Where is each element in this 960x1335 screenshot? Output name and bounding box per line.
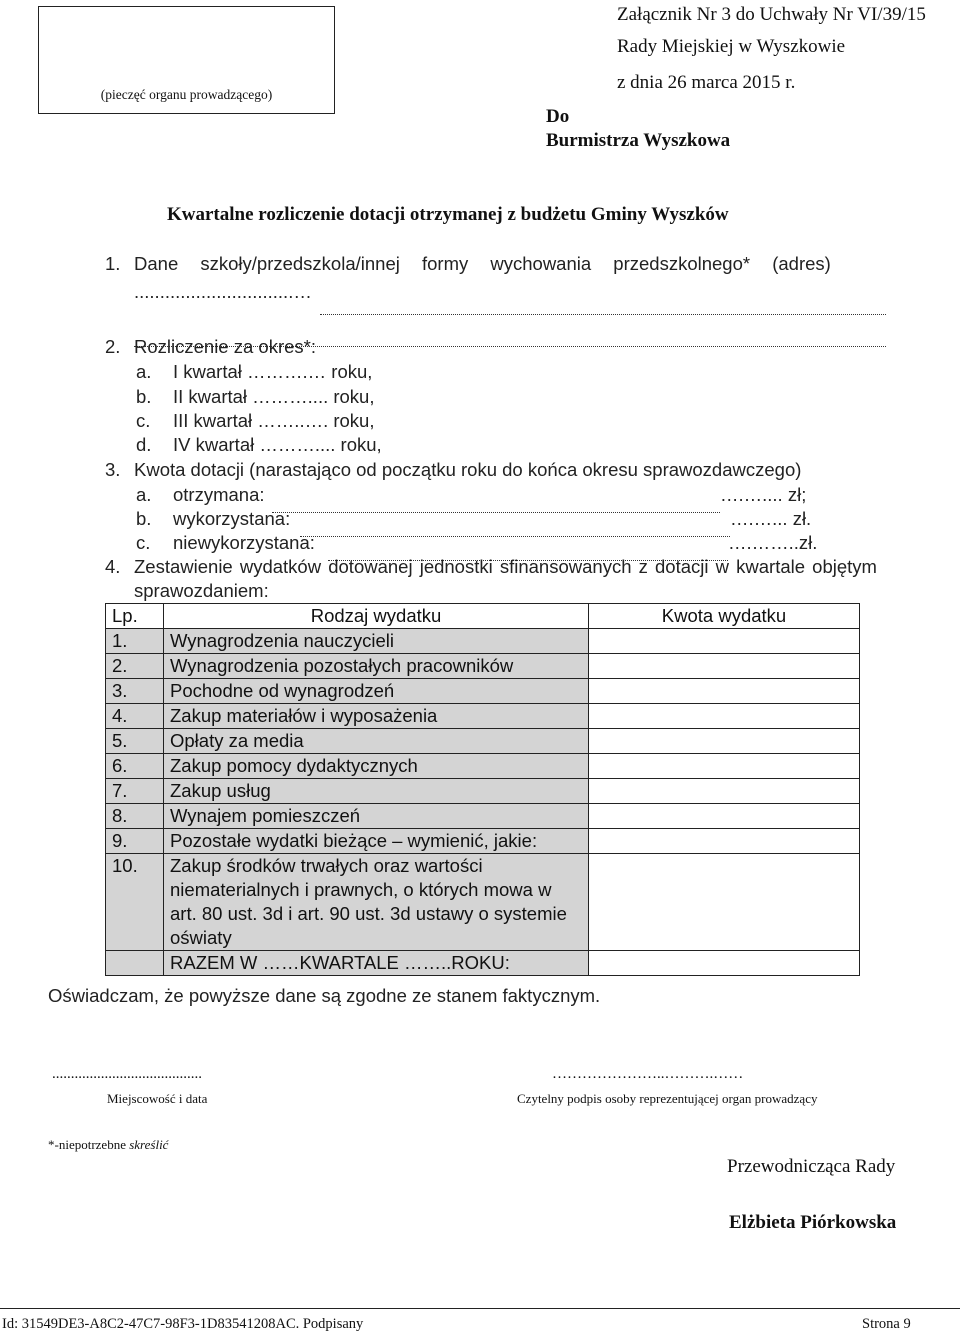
row-amount-cell[interactable] [589, 679, 860, 704]
table-total-row [106, 951, 860, 976]
row-lp: 9. [106, 829, 164, 854]
table-row [106, 679, 860, 704]
signature-dots: …………………..……….…… [552, 1066, 744, 1082]
chair-name: Elżbieta Piórkowska [729, 1212, 897, 1233]
amount-received-dots [272, 500, 720, 518]
council-line: Rady Miejskiej w Wyszkowie [617, 36, 846, 57]
table-row [106, 829, 860, 854]
amount-used-dots [300, 524, 730, 542]
date-line: z dnia 26 marca 2015 r. [617, 72, 796, 93]
row-amount-cell[interactable] [589, 854, 860, 951]
row-lp: 3. [106, 679, 164, 704]
document-title: Kwartalne rozliczenie dotacji otrzymanej z budżetu Gminy Wyszków [167, 204, 729, 225]
row-amount-cell[interactable] [589, 829, 860, 854]
attachment-line: Załącznik Nr 3 do Uchwały Nr VI/39/15 [617, 4, 926, 25]
row-lp: 1. [106, 629, 164, 654]
section4-line2: sprawozdaniem: [134, 580, 269, 601]
section1-text: Dane szkoły/przedszkola/innej formy wychowania przedszkolnego* (adres) [134, 253, 831, 274]
stamp-label: (pieczęć organu prowadzącego) [100, 87, 273, 102]
chair-title: Przewodnicząca Rady [727, 1156, 896, 1177]
amount-received-label: otrzymana: [173, 484, 265, 505]
row-name: Wynagrodzenia pozostałych pracowników [164, 654, 589, 679]
footnote [48, 1137, 168, 1153]
row-name: Pochodne od wynagrodzeń [164, 679, 589, 704]
amount-letter-a: a. [136, 484, 152, 505]
table-row [106, 704, 860, 729]
expenses-table [105, 603, 860, 976]
footnote-italic: skreślić [129, 1137, 169, 1152]
total-amount-cell[interactable] [589, 951, 860, 976]
section1-num: 1. [105, 253, 121, 274]
section1-dots [134, 281, 312, 303]
section3-text: Kwota dotacji (narastająco od początku roku do końca okresu sprawozdawczego) [134, 459, 802, 480]
row-name: Zakup pomocy dydaktycznych [164, 754, 589, 779]
signature-label: Czytelny podpis osoby reprezentującej organ prowadzący [517, 1091, 818, 1106]
col-header-amount: Kwota wydatku [589, 604, 860, 629]
footer-page: Strona 9 [862, 1316, 911, 1332]
section2-text: Rozliczenie za okres*: [134, 336, 316, 357]
amount-used-suffix: ….…... zł. [730, 508, 812, 529]
section3-num: 3. [105, 459, 121, 480]
col-header-name: Rodzaj wydatku [164, 604, 589, 629]
amount-unused-suffix: ….……..zł. [728, 532, 818, 553]
table-row [106, 654, 860, 679]
amount-letter-b: b. [136, 508, 152, 529]
row-amount-cell[interactable] [589, 654, 860, 679]
row-lp: 10. [106, 854, 164, 951]
row-amount-cell[interactable] [589, 729, 860, 754]
section1-dots-text: ...............................… [134, 281, 312, 302]
amount-received-suffix: ….….... zł; [720, 484, 807, 505]
row-lp: 7. [106, 779, 164, 804]
table-header-row [106, 604, 860, 629]
row-name: Wynagrodzenia nauczycieli [164, 629, 589, 654]
table-row [106, 629, 860, 654]
footnote-prefix: *-niepotrzebne [48, 1137, 130, 1152]
stamp-box [38, 6, 335, 114]
row-lp: 4. [106, 704, 164, 729]
period-letter-a: a. [136, 361, 152, 382]
row-amount-cell[interactable] [589, 754, 860, 779]
row-name: Wynajem pomieszczeń [164, 804, 589, 829]
section4-num: 4. [105, 556, 121, 577]
total-lp-cell [106, 951, 164, 976]
place-date-dots: ........................................ [52, 1066, 202, 1082]
period-q4: IV kwartał ……….... roku, [173, 434, 382, 455]
table-row [106, 729, 860, 754]
period-letter-d: d. [136, 434, 152, 455]
recipient: Burmistrza Wyszkowa [546, 130, 731, 151]
row-lp: 8. [106, 804, 164, 829]
row-lp: 6. [106, 754, 164, 779]
row-name: Zakup materiałów i wyposażenia [164, 704, 589, 729]
period-q3: III kwartał ……..…. roku, [173, 410, 375, 431]
row-name: Zakup środków trwałych oraz wartości niematerialnych i prawnych, o których mowa w art. 80 ust. 3d i art. 90 ust. 3d ustawy o systemie oświaty [164, 854, 589, 951]
row-amount-cell[interactable] [589, 804, 860, 829]
amount-unused-label: niewykorzystana: [173, 532, 315, 553]
col-header-lp: Lp. [106, 604, 164, 629]
row-amount-cell[interactable] [589, 704, 860, 729]
footer-id: Id: 31549DE3-A8C2-47C7-98F3-1D83541208AC. Podpisany [2, 1316, 364, 1332]
period-q1: I kwartał ……….… roku, [173, 361, 373, 382]
table-row [106, 754, 860, 779]
row-lp: 5. [106, 729, 164, 754]
footer-rule [0, 1308, 960, 1309]
to-label: Do [546, 106, 570, 127]
table-row [106, 854, 860, 951]
row-name: Zakup usług [164, 779, 589, 804]
period-q2: II kwartał ……….... roku, [173, 386, 375, 407]
row-name: Pozostałe wydatki bieżące – wymienić, jakie: [164, 829, 589, 854]
section2-num: 2. [105, 336, 121, 357]
amount-letter-c: c. [136, 532, 151, 553]
total-label: RAZEM W ……KWARTALE ……..ROKU: [164, 951, 589, 976]
row-lp: 2. [106, 654, 164, 679]
period-letter-c: c. [136, 410, 151, 431]
place-date-label: Miejscowość i data [107, 1091, 208, 1106]
row-name: Opłaty za media [164, 729, 589, 754]
row-amount-cell[interactable] [589, 629, 860, 654]
table-row [106, 804, 860, 829]
amount-used-label: wykorzystana: [173, 508, 291, 529]
period-letter-b: b. [136, 386, 152, 407]
section4-line1: Zestawienie wydatków dotowanej jednostki sfinansowanych z dotacji w kwartale objętym [134, 556, 877, 577]
row-amount-cell[interactable] [589, 779, 860, 804]
address-line-1 [320, 302, 886, 320]
declaration: Oświadczam, że powyższe dane są zgodne ze stanem faktycznym. [48, 985, 601, 1006]
table-row [106, 779, 860, 804]
